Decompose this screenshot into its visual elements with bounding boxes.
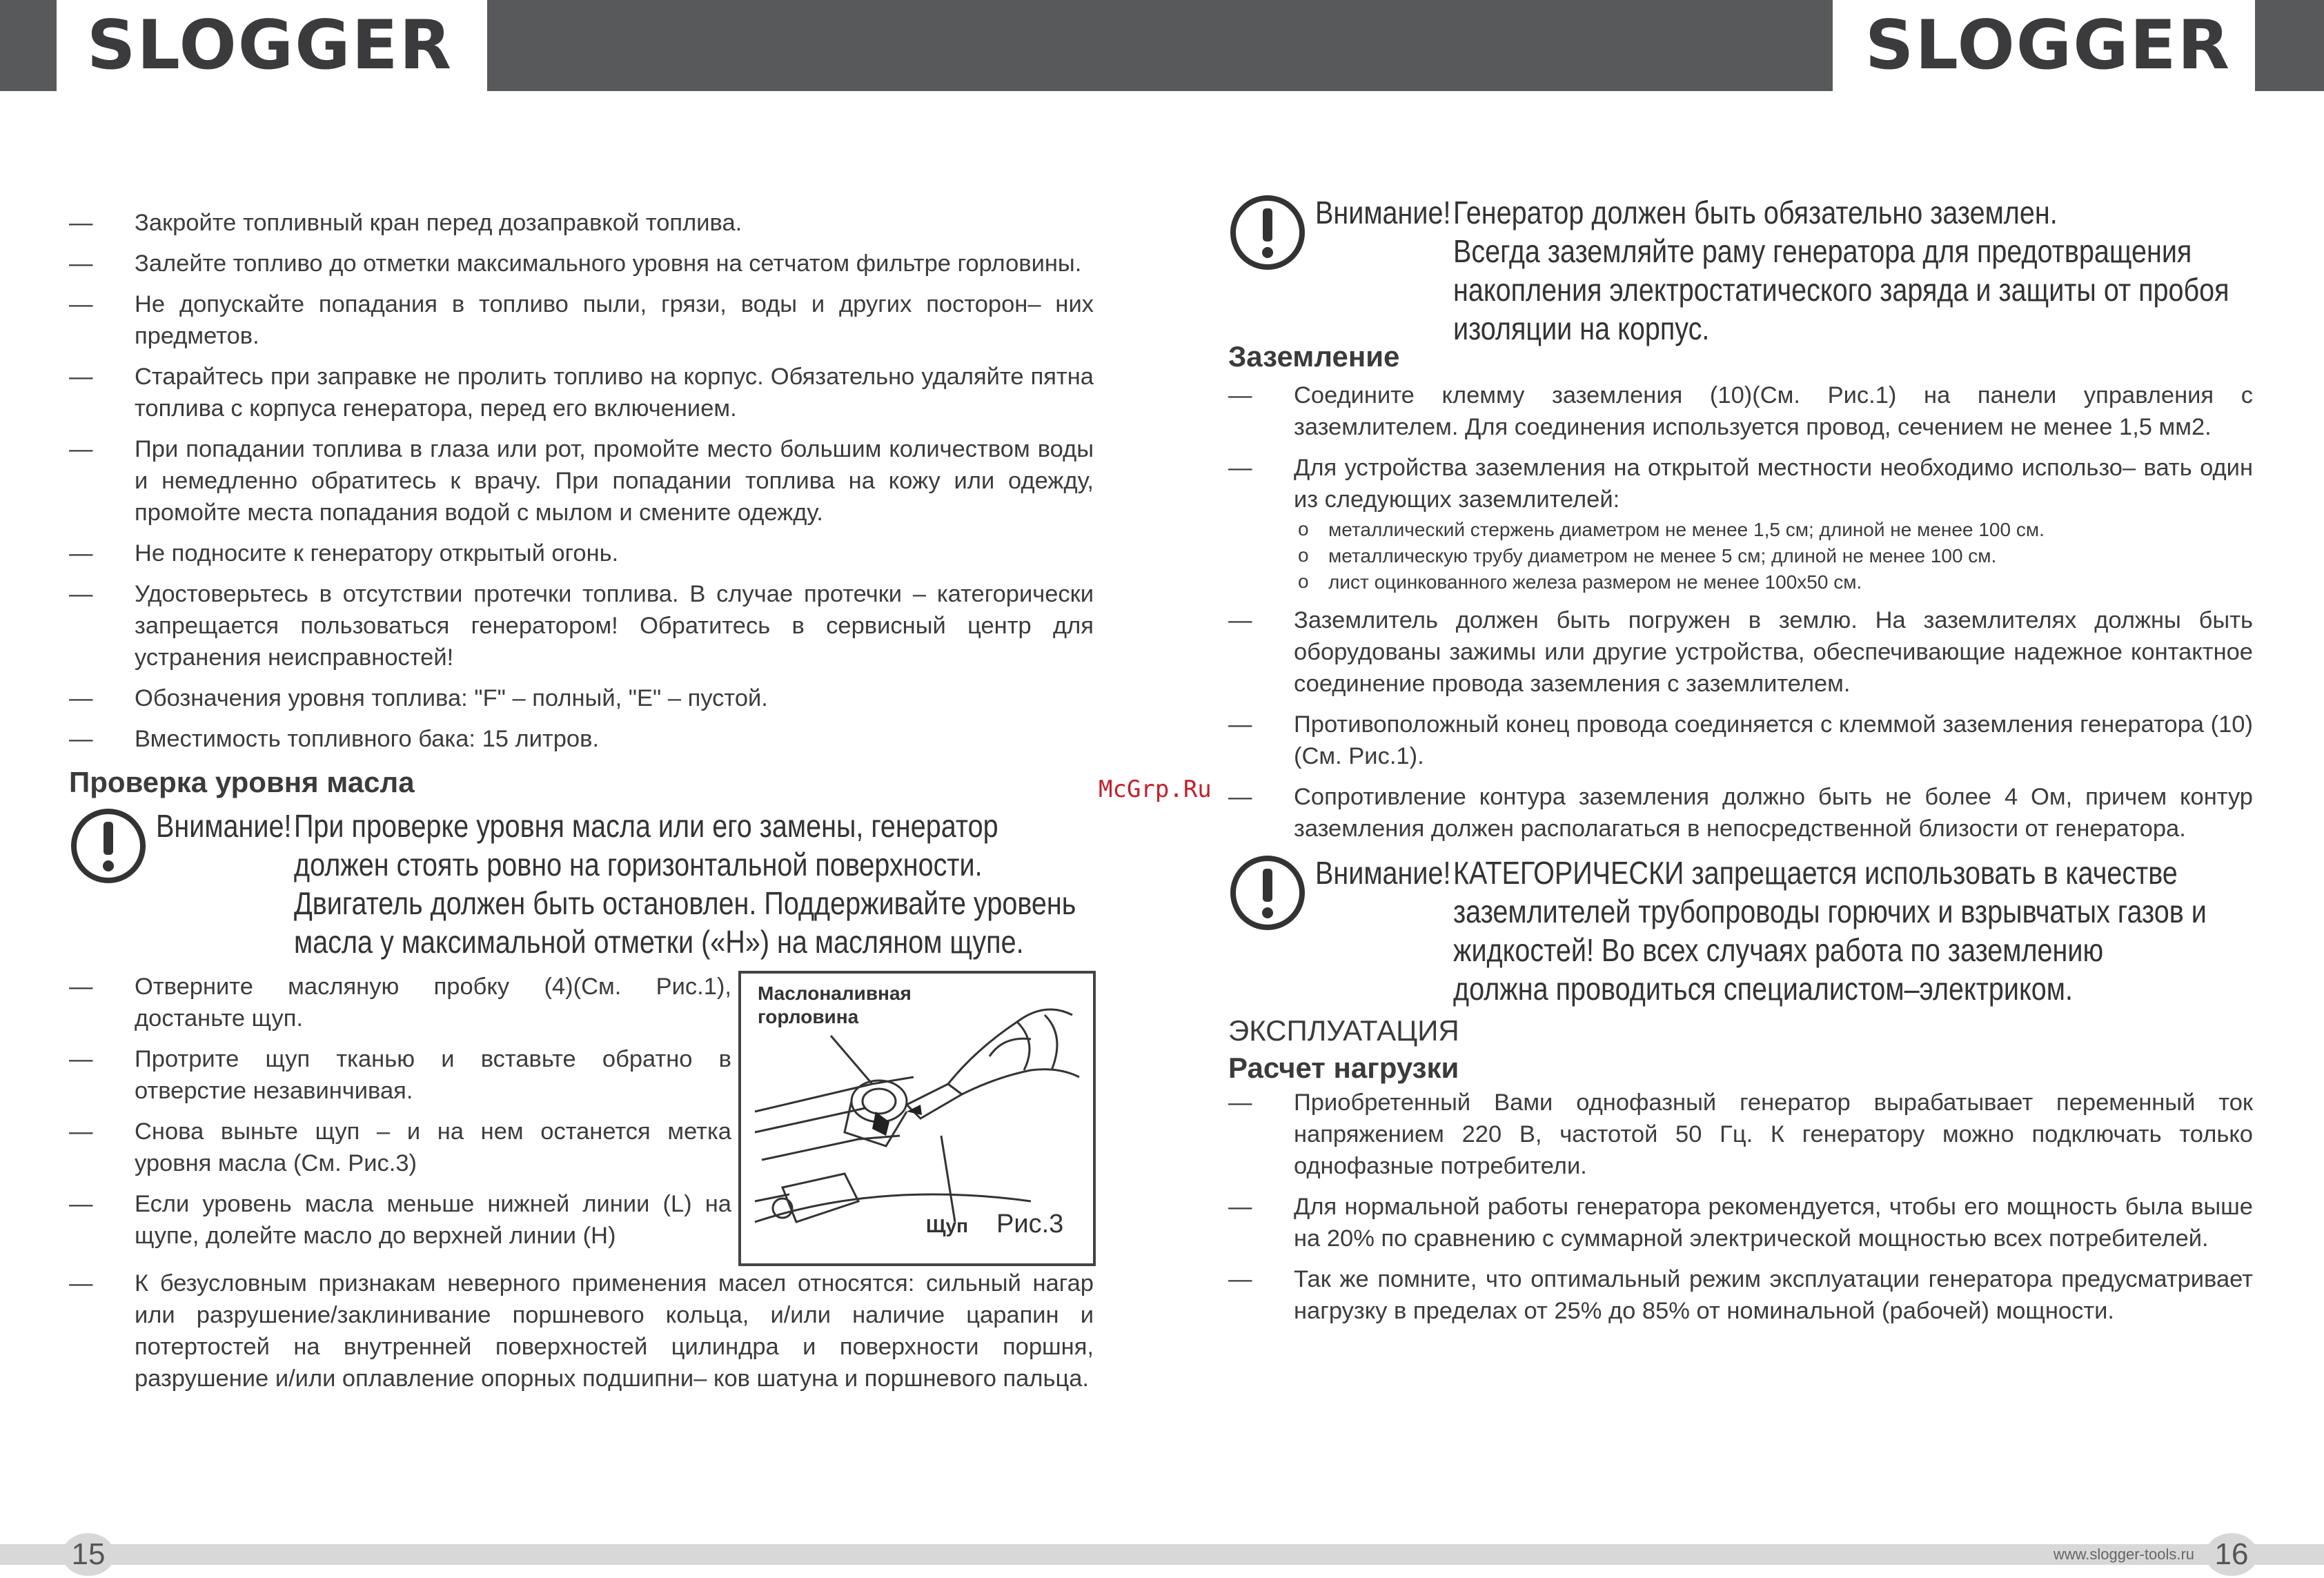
list-item: — Залейте топливо до отметки максимального уровня на сетчатом фильтре горловины. [69, 248, 1094, 279]
page-number-left: 15 [62, 1533, 115, 1576]
list-item: — Приобретенный Вами однофазный генератор вырабатывает переменный ток напряжением 220 В, частотой 50 Гц. К генератору можно подключать только однофазные потребители. [1228, 1087, 2253, 1182]
warning-line: масла у максимальной отметки («H») на масляном щупе. [294, 924, 1024, 960]
header-bar-right [2255, 0, 2324, 91]
oil-misuse-list [69, 1268, 1094, 1394]
warning-line: Всегда заземляйте раму генератора для предотвращения [1453, 233, 2192, 269]
website-url: www.slogger-tools.ru [2053, 1546, 2194, 1563]
list-item: — Обозначения уровня топлива: "F" – полный, "E" – пустой. [69, 682, 1094, 714]
warning-text [1453, 193, 2324, 348]
list-item: — При попадании топлива в глаза или рот, промойте место большим количеством воды и немедленно обратитесь к врачу. При попадании топлива на кожу или одежду, промойте места попадания водой с мылом и смените одежду. [69, 433, 1094, 529]
grounding-electrode-sublist [1294, 517, 2253, 595]
warning-line: Генератор должен быть обязательно заземлен. [1453, 195, 2058, 230]
list-item: — Не допускайте попадания в топливо пыли, грязи, воды и других посторон– них предметов. [69, 288, 1094, 352]
warning-line: КАТЕГОРИЧЕСКИ запрещается использовать в качестве [1453, 855, 2178, 891]
list-item: — Противоположный конец провода соединяется с клеммой заземления генератора (10)(См. Рис.1). [1228, 709, 2253, 772]
list-item: — Удостоверьтесь в отсутствии протечки топлива. В случае протечки – категорически запрещается пользоваться генератором! Обратитесь в сервисный центр для устранения неисправностей! [69, 578, 1094, 673]
figure-label-dipstick: Щуп [926, 1215, 969, 1236]
operation-heading: ЭКСПЛУАТАЦИЯ [1228, 1014, 1459, 1047]
warning-label: Внимание! [1315, 855, 1451, 891]
warning-label: Внимание! [1315, 195, 1451, 230]
list-item: — Снова выньте щуп – и на нем останется метка уровня масла (См. Рис.3) [69, 1116, 731, 1179]
warning-text [1453, 854, 2324, 1008]
warning-line: жидкостей! Во всех случаях работа по заземлению [1453, 932, 2104, 968]
warning-line: заземлителей трубопроводы горючих и взрывчатых газов и [1453, 894, 2207, 929]
page-number-right: 16 [2205, 1533, 2258, 1576]
header-bar-center [487, 0, 1833, 91]
warning-text [294, 807, 1203, 961]
sublist-item: o металлический стержень диаметром не менее 1,5 см; длиной не менее 100 см. [1294, 517, 2253, 543]
grounding-heading: Заземление [1228, 340, 1400, 373]
load-calc-heading: Расчет нагрузки [1228, 1052, 1459, 1084]
figure-caption: Рис.3 [996, 1210, 1064, 1239]
oil-check-list [69, 971, 731, 1252]
list-item: — Соедините клемму заземления (10)(См. Рис.1) на панели управления с заземлителем. Для соединения используется провод, сечением не менее 1,5 мм2. [1228, 379, 2253, 443]
list-item: — Не подносите к генератору открытый огонь. [69, 537, 1094, 569]
warning-line: накопления электростатического заряда и защиты от пробоя [1453, 272, 2229, 308]
figure-3-oil-filler [738, 971, 1096, 1266]
grounding-list [1228, 379, 2253, 845]
list-item: — Так же помните, что оптимальный режим эксплуатации генератора предусматривает нагрузку в пределах от 25% до 85% от номинальной (рабочей) мощности. [1228, 1263, 2253, 1327]
brand-logo-left: SLOGGER [86, 6, 453, 85]
list-item: — Отверните масляную пробку (4)(См. Рис.1), достаньте щуп. [69, 971, 731, 1034]
warning-line: должен стоять ровно на горизонтальной поверхности. [294, 847, 983, 882]
list-item: — Старайтесь при заправке не пролить топливо на корпус. Обязательно удаляйте пятна топлива с корпуса генератора, перед его включением. [69, 361, 1094, 424]
page-16-column [1228, 193, 2253, 1336]
grounding-warning-block [1228, 193, 2253, 348]
warning-exclamation-icon [1228, 193, 1307, 272]
oil-warning-block [69, 807, 1094, 961]
warning-line: При проверке уровня масла или его замены, генератор [294, 808, 998, 844]
sublist-item: o лист оцинкованного железа размером не менее 100х50 см. [1294, 569, 2253, 595]
warning-label: Внимание! [156, 808, 292, 844]
warning-exclamation-icon [69, 807, 148, 885]
list-item: — Сопротивление контура заземления должно быть не более 4 Ом, причем контур заземления должен располагаться в непосредственной близости от генератора. [1228, 781, 2253, 845]
fuel-safety-list [69, 207, 1094, 755]
figure-label-filler-neck: Маслоналивная горловина [758, 983, 912, 1027]
list-item: — Для устройства заземления на открытой местности необходимо использо– вать один из следующих заземлителей: o металлический стержень диаметром не менее 1,5 см; длиной не менее 100 см. o металлическую трубу диаметром не менее 5 см; длиной не менее 100 см. o лист оцинкованного железа размером не менее 100х50 см. [1228, 452, 2253, 595]
warning-line: Двигатель должен быть остановлен. Поддерживайте уровень [294, 885, 1076, 921]
oil-check-section [69, 971, 1094, 1268]
warning-line: должна проводиться специалистом–электриком. [1453, 971, 2073, 1007]
load-list [1228, 1087, 2253, 1327]
watermark: McGrp.Ru [1099, 776, 1212, 803]
list-item: — Протрите щуп тканью и вставьте обратно в отверстие незавинчивая. [69, 1043, 731, 1107]
header-bar-left [0, 0, 57, 91]
category-warning-block [1228, 854, 2253, 1008]
sublist-item: o металлическую трубу диаметром не менее 5 см; длиной не менее 100 см. [1294, 543, 2253, 569]
list-item: — Для нормальной работы генератора рекомендуется, чтобы его мощность была выше на 20% по сравнению с суммарной электрической мощностью всех потребителей. [1228, 1191, 2253, 1254]
list-item: — Закройте топливный кран перед дозаправкой топлива. [69, 207, 1094, 239]
page-15-column [69, 207, 1094, 1403]
oil-check-heading: Проверка уровня масла [69, 766, 415, 798]
list-item: — Вместимость топливного бака: 15 литров. [69, 723, 1094, 755]
warning-exclamation-icon [1228, 854, 1307, 932]
list-item: — Заземлитель должен быть погружен в землю. На заземлителях должны быть оборудованы зажимы или другие устройства, обеспечивающие надежное контактное соединение провода заземления с заземлителем. [1228, 604, 2253, 700]
brand-logo-right: SLOGGER [1864, 6, 2232, 85]
list-item: — К безусловным признакам неверного применения масел относятся: сильный нагар или разрушение/заклинивание поршневого кольца, и/или наличие царапин и потертостей на внутренней поверхностей цилиндра и поверхности поршня, разрушение и/или оплавление опорных подшипни– ков шатуна и поршневого пальца. [69, 1268, 1094, 1394]
warning-line: изоляции на корпус. [1453, 310, 1710, 346]
list-item: — Если уровень масла меньше нижней линии (L) на щупе, долейте масло до верхней линии (H) [69, 1188, 731, 1252]
